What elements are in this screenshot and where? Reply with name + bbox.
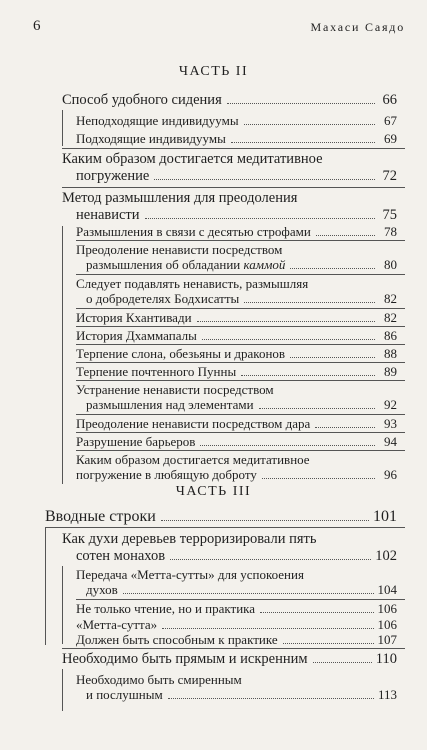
page-ref: 96 xyxy=(384,467,397,482)
toc-entry[interactable]: Метод размышления для преодоления ненависти 75 xyxy=(62,190,397,223)
section-bar xyxy=(62,566,63,644)
toc-entry[interactable]: Должен быть способным к практике 107 xyxy=(76,632,397,647)
page-ref: 94 xyxy=(384,434,397,449)
page-ref: 89 xyxy=(384,364,397,379)
divider xyxy=(76,274,405,275)
italic-term: каммой xyxy=(243,257,286,272)
page-ref: 110 xyxy=(375,651,397,667)
toc-entry[interactable]: Следует подавлять ненависть, размышляя о добродетелях Бодхисатты 82 xyxy=(76,276,397,306)
section-bar xyxy=(62,110,63,146)
page-ref: 107 xyxy=(377,632,397,647)
page-ref: 75 xyxy=(382,207,397,223)
page-ref: 102 xyxy=(375,548,397,564)
page-number: 6 xyxy=(33,18,41,34)
toc-entry[interactable]: Способ удобного сидения 66 xyxy=(62,92,397,108)
page-ref: 78 xyxy=(384,224,397,239)
divider xyxy=(76,432,405,433)
divider xyxy=(76,599,405,600)
toc-entry[interactable]: Передача «Метта-сутты» для успокоения духов 104 xyxy=(76,567,397,597)
toc-entry[interactable]: Разрушение барьеров 94 xyxy=(76,434,397,449)
toc-entry[interactable]: Подходящие индивидуумы 69 xyxy=(76,131,397,146)
toc-entry[interactable]: История Кхантивади 82 xyxy=(76,310,397,325)
page-ref: 69 xyxy=(384,131,397,146)
divider xyxy=(76,380,405,381)
page-ref: 92 xyxy=(384,397,397,412)
page-ref: 106 xyxy=(377,617,397,632)
toc-entry[interactable]: Терпение слона, обезьяны и драконов 88 xyxy=(76,346,397,361)
divider xyxy=(76,414,405,415)
page-ref: 104 xyxy=(377,582,397,597)
divider xyxy=(62,187,405,188)
divider xyxy=(76,308,405,309)
toc-entry[interactable]: Необходимо быть прямым и искренним 110 xyxy=(62,651,397,667)
page-ref: 113 xyxy=(377,687,397,702)
page-ref: 80 xyxy=(384,257,397,272)
page-ref: 66 xyxy=(382,92,397,108)
toc-entry[interactable]: Как духи деревьев терроризировали пять сотен монахов 102 xyxy=(62,531,397,564)
page-ref: 86 xyxy=(384,328,397,343)
page-ref: 88 xyxy=(384,346,397,361)
divider xyxy=(76,450,405,451)
toc-entry[interactable]: Терпение почтенного Пунны 89 xyxy=(76,364,397,379)
part-title: ЧАСТЬ III xyxy=(175,484,252,499)
toc-entry[interactable]: Не только чтение, но и практика 106 xyxy=(76,601,397,616)
toc-entry[interactable]: Устранение ненависти посредством размышления над элементами 92 xyxy=(76,382,397,412)
page-ref: 93 xyxy=(384,416,397,431)
divider xyxy=(76,362,405,363)
toc-entry[interactable]: Каким образом достигается медитативное погружение в любящую доброту 96 xyxy=(76,452,397,482)
page-ref: 101 xyxy=(373,508,397,525)
toc-entry[interactable]: История Дхаммапалы 86 xyxy=(76,328,397,343)
toc-entry[interactable]: «Метта-сутта» 106 xyxy=(76,617,397,632)
toc-entry[interactable]: Размышления в связи с десятью строфами 78 xyxy=(76,224,397,239)
toc-entry[interactable]: Неподходящие индивидуумы 67 xyxy=(76,113,397,128)
divider xyxy=(76,326,405,327)
divider xyxy=(76,344,405,345)
divider xyxy=(45,527,405,528)
divider xyxy=(76,240,405,241)
divider xyxy=(62,648,405,649)
page-ref: 82 xyxy=(384,291,397,306)
section-bar xyxy=(62,226,63,484)
page-ref: 67 xyxy=(384,113,397,128)
toc-entry[interactable]: Необходимо быть смиренным и послушным 113 xyxy=(76,672,397,702)
section-bar xyxy=(62,669,63,711)
page-ref: 106 xyxy=(377,601,397,616)
toc-entry[interactable]: Преодоление ненависти посредством размышления об обладании каммой 80 xyxy=(76,242,397,272)
toc-entry[interactable]: Преодоление ненависти посредством дара 93 xyxy=(76,416,397,431)
page-header xyxy=(33,18,405,38)
running-head: Махаси Саядо xyxy=(310,20,405,34)
page-ref: 72 xyxy=(382,168,397,184)
toc-entry[interactable]: Каким образом достигается медитативное погружение 72 xyxy=(62,151,397,184)
divider xyxy=(62,148,405,149)
part-title: ЧАСТЬ II xyxy=(178,64,249,79)
page-ref: 82 xyxy=(384,310,397,325)
toc-entry[interactable]: Вводные строки 101 xyxy=(45,508,397,525)
section-bar xyxy=(45,527,46,645)
